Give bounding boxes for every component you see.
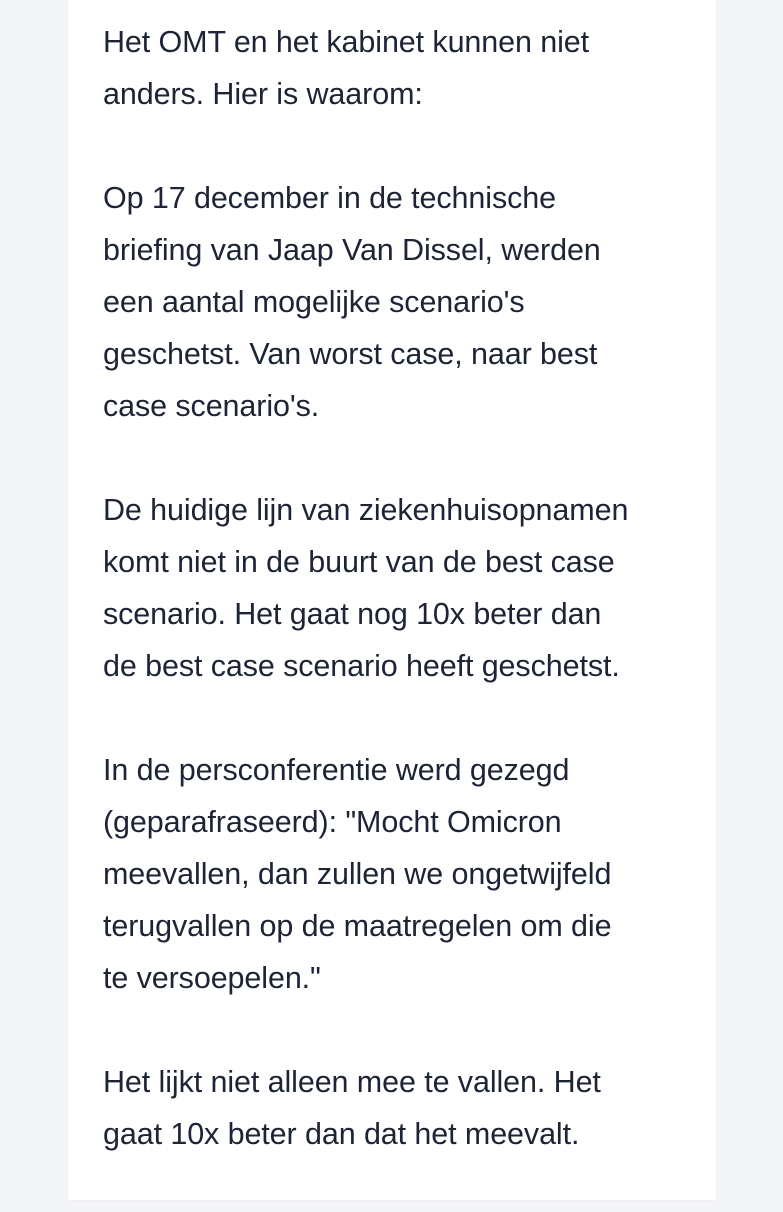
- paragraph-line: terugvallen op de maatregelen om die: [103, 909, 612, 943]
- paragraph-line: geschetst. Van worst case, naar best: [103, 337, 598, 371]
- paragraph: [103, 484, 703, 692]
- paragraph-line: komt niet in de buurt van de best case: [103, 545, 615, 579]
- paragraph-line: De huidige lijn van ziekenhuisopnamen: [103, 493, 629, 527]
- paragraph: [103, 16, 703, 120]
- paragraph-line: een aantal mogelijke scenario's: [103, 285, 525, 319]
- paragraph: [103, 744, 703, 1004]
- paragraph: [103, 172, 703, 432]
- paragraph-line: Het OMT en het kabinet kunnen niet: [103, 25, 590, 59]
- paragraph-line: In de persconferentie werd gezegd: [103, 753, 570, 787]
- paragraph-line: gaat 10x beter dan dat het meevalt.: [103, 1117, 580, 1151]
- paragraph-line: de best case scenario heeft geschetst.: [103, 649, 620, 683]
- paragraph-line: briefing van Jaap Van Dissel, werden: [103, 233, 601, 267]
- paragraph-line: meevallen, dan zullen we ongetwijfeld: [103, 857, 612, 891]
- paragraph-line: Het lijkt niet alleen mee te vallen. Het: [103, 1065, 601, 1099]
- paragraph: [103, 1056, 703, 1160]
- post-body: [103, 16, 703, 1212]
- paragraph-line: Op 17 december in de technische: [103, 181, 556, 215]
- paragraph-line: (geparafraseerd): "Mocht Omicron: [103, 805, 562, 839]
- paragraph-line: te versoepelen.": [103, 961, 321, 995]
- paragraph-line: anders. Hier is waarom:: [103, 77, 423, 111]
- paragraph-line: case scenario's.: [103, 389, 320, 423]
- paragraph-line: scenario. Het gaat nog 10x beter dan: [103, 597, 602, 631]
